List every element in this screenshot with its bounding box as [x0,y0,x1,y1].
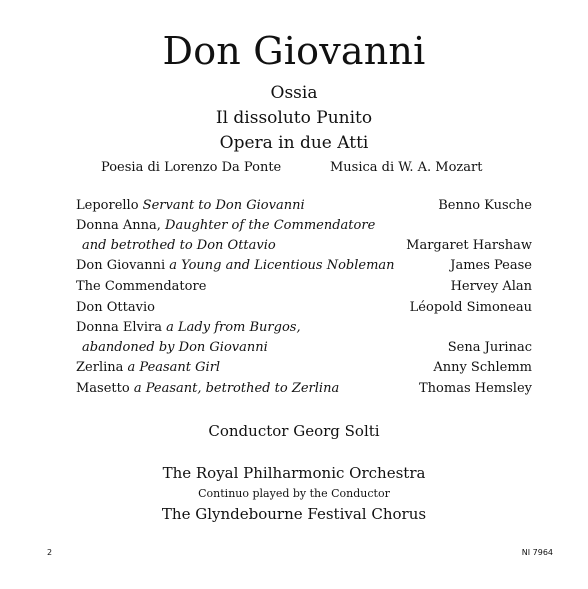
singer-name: Thomas Hemsley [419,381,532,396]
singer-name: Sena Jurinac [447,340,532,355]
music-credit: Musica di W. A. Mozart [330,160,483,175]
catalogue-number: NI 7964 [521,548,553,557]
role-description: abandoned by Don Giovanni [82,340,268,355]
role-description: a Peasant, betrothed to Zerlina [129,381,340,396]
role-description: a Lady from Burgos, [162,320,301,335]
cast-row [0,236,588,256]
role-name: Donna Anna, [76,218,161,233]
role-name: Don Ottavio [76,300,155,315]
role-name: Donna Elvira [76,320,162,335]
conductor-credit: Conductor Georg Solti [208,422,380,440]
role [82,236,276,256]
role-description: a Peasant Girl [123,360,221,375]
role [76,196,305,216]
singer-name: Anny Schlemm [433,360,532,375]
cast-row [0,256,588,276]
role [76,277,206,297]
cast-row [0,216,588,236]
subtitle-line-2: Il dissoluto Punito [215,108,373,128]
role-description: a Young and Licentious Nobleman [165,258,395,273]
cast-row [0,379,588,399]
role [76,318,301,338]
role [82,338,268,358]
opera-title: Don Giovanni [162,29,426,73]
singer-name: Margaret Harshaw [406,238,532,253]
role [76,256,395,276]
role-name: Leporello [76,198,139,213]
cast-row [0,318,588,338]
singer-name: Hervey Alan [450,279,532,294]
chorus-credit: The Glyndebourne Festival Chorus [161,505,427,523]
cast-row [0,298,588,318]
cast-row [0,196,588,216]
role [76,298,155,318]
orchestra-credit: The Royal Philharmonic Orchestra [162,464,426,482]
singer-name: James Pease [450,258,532,273]
role [76,379,339,399]
continuo-credit: Continuo played by the Conductor [198,487,390,500]
role-name: Zerlina [76,360,124,375]
cast-row [0,358,588,378]
cast-row [0,277,588,297]
singer-name: Benno Kusche [438,198,532,213]
role-name: Masetto [76,381,130,396]
subtitle-line-1: Ossia [270,83,318,103]
role-name: Don Giovanni [76,258,166,273]
page-number: 2 [47,548,53,557]
subtitle-line-3: Opera in due Atti [219,133,369,153]
libretto-credit: Poesia di Lorenzo Da Ponte [101,160,282,175]
singer-name: Léopold Simoneau [409,300,532,315]
role [76,358,220,378]
role-description: and betrothed to Don Ottavio [82,238,276,253]
role-description: Daughter of the Commendatore [160,218,376,233]
role-description: Servant to Don Giovanni [138,198,305,213]
cast-row [0,338,588,358]
role [76,216,375,236]
role-name: The Commendatore [76,279,207,294]
